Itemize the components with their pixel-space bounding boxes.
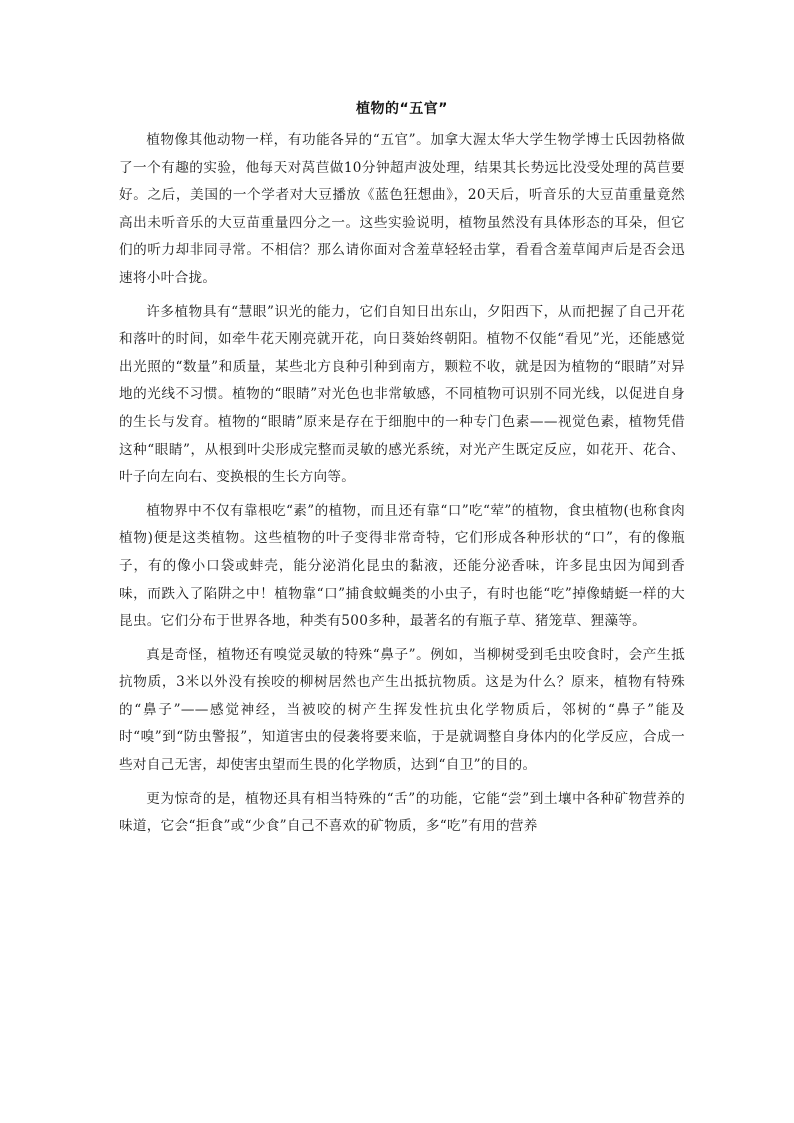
paragraph-hearing: 植物像其他动物一样，有功能各异的“五官”。加拿大渥太华大学生物学博士氏因勃格做了一个有趣的实验，他每天对莴苣做10分钟超声波处理，结果其长势远比没受处理的莴苣要好。之后，美国的一个学者对大豆播放《蓝色狂想曲》，20天后，听音乐的大豆苗重量竟然高出未听音乐的大豆苗重量四分之一。这些实验说明，植物虽然没有具体形态的耳朵，但它们的听力却非同寻常。不相信？那么请你面对含羞草轻轻击掌，看看含羞草闻声后是否会迅速将小叶合拢。 (119, 132, 685, 286)
paragraph-tongue: 更为惊奇的是，植物还具有相当特殊的“舌”的功能，它能“尝”到土壤中各种矿物营养的味道，它会“拒食”或“少食”自己不喜欢的矿物质，多“吃”有用的营养 (119, 790, 685, 835)
paragraph-vision: 许多植物具有“慧眼”识光的能力，它们自知日出东山，夕阳西下，从而把握了自己开花和落叶的时间，如牵牛花天刚亮就开花，向日葵始终朝阳。植物不仅能“看见”光，还能感觉出光照的“数量”和质量，某些北方良种引种到南方，颗粒不收，就是因为植物的“眼睛”对异地的光线不习惯。植物的“眼睛”对光色也非常敏感，不同植物可识别不同光线，以促进自身的生长与发育。植物的“眼睛”原来是存在于细胞中的一种专门色素——视觉色素，植物凭借这种“眼睛”，从根到叶尖形成完整而灵敏的感光系统，对光产生既定反应，如花开、花合、叶子向左向右、变换根的生长方向等。 (119, 303, 685, 486)
paragraph-nose: 真是奇怪，植物还有嗅觉灵敏的特殊“鼻子”。例如，当柳树受到毛虫咬食时，会产生抵抗物质，3米以外没有挨咬的柳树居然也产生出抵抗物质。这是为什么？原来，植物有特殊的“鼻子”——感觉神经，当被咬的树产生挥发性抗虫化学物质后，邻树的“鼻子”能及时“嗅”到“防虫警报”，知道害虫的侵袭将要来临，于是就调整自身体内的化学反应，合成一些对自己无害，却使害虫望而生畏的化学物质，达到“自卫”的目的。 (119, 646, 685, 774)
paragraph-mouth: 植物界中不仅有靠根吃“素”的植物，而且还有靠“口”吃“荤”的植物，食虫植物(也称食肉植物)便是这类植物。这些植物的叶子变得非常奇特，它们形成各种形状的“口”，有的像瓶子，有的像小口袋或蚌壳，能分泌消化昆虫的黏液，还能分泌香味，许多昆虫因为闻到香味，而跌入了陷阱之中！植物靠“口”捕食蚊蝇类的小虫子，有时也能“吃”掉像蜻蜓一样的大昆虫。它们分布于世界各地，种类有500多种，最著名的有瓶子草、猪笼草、狸藻等。 (119, 502, 685, 630)
document-title: 植物的“五官” (356, 101, 448, 117)
document-body (119, 98, 685, 847)
